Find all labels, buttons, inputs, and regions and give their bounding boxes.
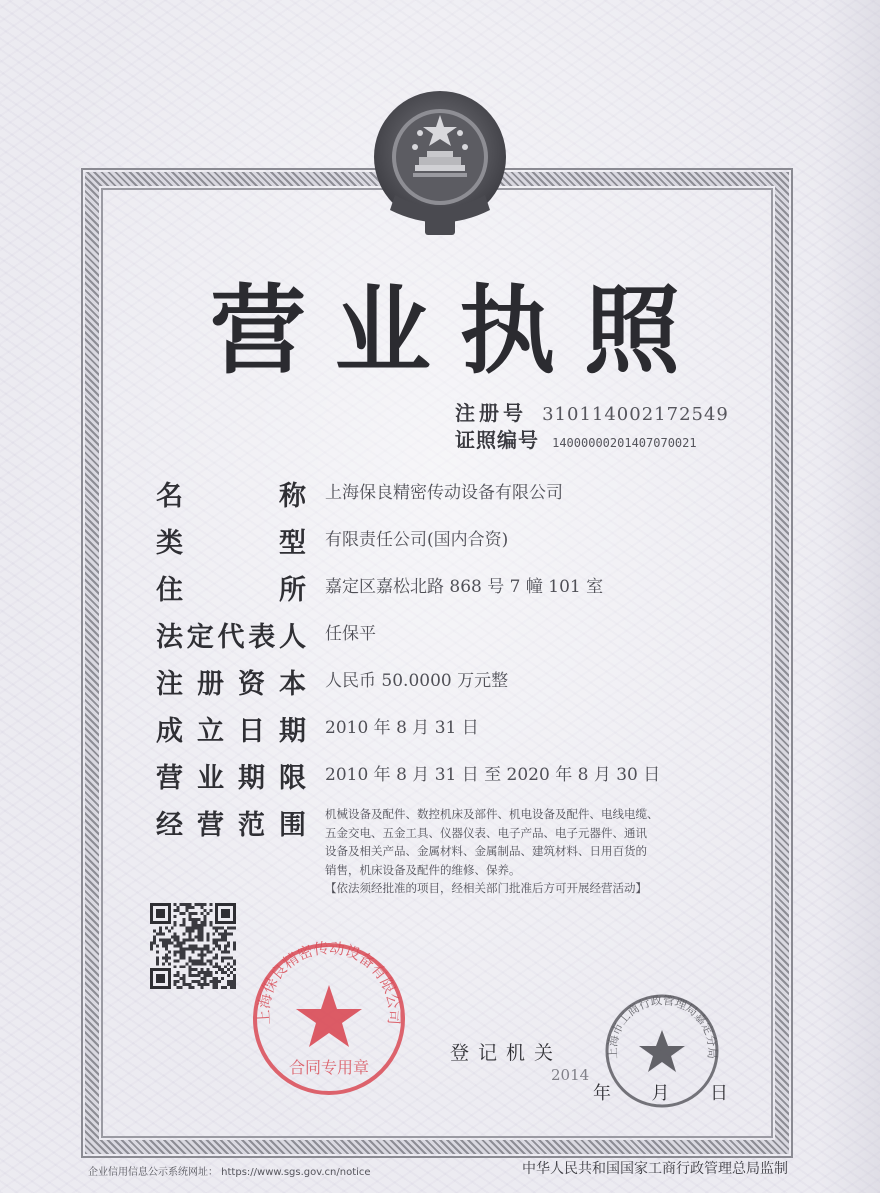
certificate-number-label: 证照编号 <box>455 428 539 452</box>
label-char: 称 <box>279 481 306 512</box>
month-char: 月 <box>651 1083 670 1104</box>
field-label <box>156 709 306 748</box>
scope-line: 【依法须经批准的项目，经相关部门批准后方可开展经营活动】 <box>325 881 647 895</box>
label-char: 住 <box>156 575 183 606</box>
field-label <box>156 756 306 795</box>
registration-authority-label: 登记机关 <box>450 1042 563 1064</box>
svg-text:合同专用章: 合同专用章 <box>288 1058 370 1077</box>
label-char: 人 <box>279 622 306 653</box>
label-char: 类 <box>156 528 183 559</box>
label-char: 期 <box>279 716 306 747</box>
label-char: 范 <box>238 810 265 841</box>
certificate-number-row <box>455 424 697 453</box>
issue-date-row <box>593 1079 728 1105</box>
footer-issuer: 中华人民共和国国家工商行政管理总局监制 <box>522 1161 788 1177</box>
registered-capital-value: 人民币 50.0000 万元整 <box>325 671 509 691</box>
label-char: 本 <box>279 669 306 700</box>
national-emblem-icon <box>365 85 515 240</box>
label-char: 代 <box>217 622 245 653</box>
issue-year: 2014 <box>551 1066 590 1084</box>
svg-text:上海保良精密传动设备有限公司: 上海保良精密传动设备有限公司 <box>254 938 404 1026</box>
company-seal-stamp <box>244 937 414 1102</box>
field-registered-capital <box>156 662 756 702</box>
field-label <box>156 615 306 654</box>
field-label <box>156 521 306 560</box>
label-char: 型 <box>279 528 306 559</box>
certificate-number-value: 14000000201407070021 <box>552 436 697 450</box>
label-char: 日 <box>238 716 265 747</box>
scope-line: 销售，机床设备及配件的维修、保养。 <box>325 862 521 877</box>
registration-number-row <box>455 397 729 426</box>
field-establishment-date <box>156 709 756 749</box>
field-label <box>156 803 306 842</box>
label-char: 资 <box>238 669 265 700</box>
label-char: 营 <box>156 763 183 794</box>
svg-text:上海市工商行政管理局嘉定分局: 上海市工商行政管理局嘉定分局 <box>605 993 720 1060</box>
address-value: 嘉定区嘉松北路 868 号 7 幢 101 室 <box>325 577 604 597</box>
title-char: 照 <box>583 274 680 387</box>
legal-representative-value: 任保平 <box>325 624 376 644</box>
label-char: 所 <box>279 575 306 606</box>
day-char: 日 <box>710 1083 728 1104</box>
qr-code-icon <box>150 903 236 989</box>
scope-line: 五金交电、五金工具、仪器仪表、电子产品、电子元器件、通讯 <box>325 825 647 840</box>
field-label <box>156 474 306 513</box>
scope-line: 机械设备及配件、数控机床及部件、机电设备及配件、电线电缆、 <box>325 807 659 821</box>
label-char: 表 <box>248 622 276 653</box>
business-term-value: 2010 年 8 月 31 日 至 2020 年 8 月 30 日 <box>325 765 661 785</box>
label-char: 名 <box>156 481 183 512</box>
field-address <box>156 568 756 608</box>
label-char: 注 <box>156 669 183 700</box>
registration-number-value: 310114002172549 <box>542 404 729 425</box>
title-char: 营 <box>210 274 306 387</box>
field-legal-representative <box>156 615 756 655</box>
business-scope-text <box>325 805 745 898</box>
registration-number-label: 注册号 <box>455 401 527 425</box>
label-char: 围 <box>279 810 306 841</box>
label-char: 业 <box>197 763 224 794</box>
company-type-value: 有限责任公司(国内合资) <box>325 530 509 550</box>
title-char: 执 <box>459 274 556 387</box>
company-name-value: 上海保良精密传动设备有限公司 <box>325 483 563 503</box>
label-char: 定 <box>186 622 214 653</box>
field-label <box>156 568 306 607</box>
establishment-date-value: 2010 年 8 月 31 日 <box>325 718 479 738</box>
scope-line: 设备及相关产品、金属材料、金属制品、建筑材料、日用百货的 <box>325 844 647 858</box>
paper-edge-shadow <box>820 0 880 1193</box>
label-char: 立 <box>197 716 224 747</box>
field-label <box>156 662 306 701</box>
label-char: 经 <box>156 810 183 841</box>
year-char: 年 <box>593 1083 611 1104</box>
field-type <box>156 521 756 561</box>
footer-website-note: 企业信用信息公示系统网址： https://www.sgs.gov.cn/notice <box>88 1167 371 1178</box>
field-name <box>156 474 756 514</box>
field-business-term <box>156 756 756 796</box>
label-char: 期 <box>238 763 265 794</box>
label-char: 成 <box>156 716 183 747</box>
label-char: 限 <box>279 763 306 794</box>
label-char: 法 <box>156 622 183 653</box>
label-char: 营 <box>197 810 224 841</box>
title-char: 业 <box>334 274 431 387</box>
license-title <box>210 268 680 387</box>
label-char: 册 <box>197 669 224 700</box>
